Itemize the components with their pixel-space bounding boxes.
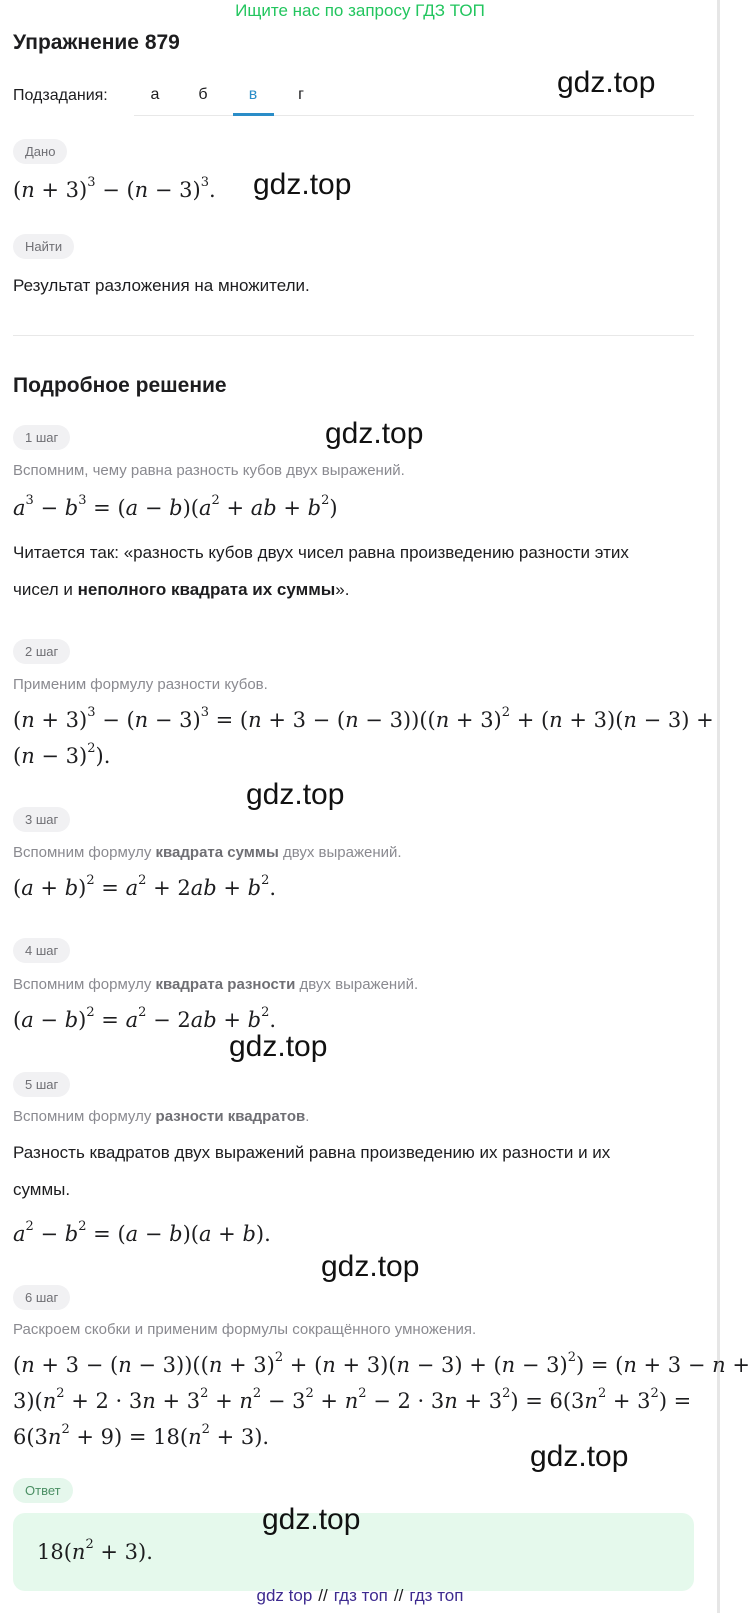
step-5-text-line1: Разность квадратов двух выражений равна произведению их разности и их [13,1143,611,1162]
step-2-formula-line2: $(n - 3)^2$). [13,741,111,768]
tabs-divider [134,115,694,116]
step-1-hint: Вспомним, чему равна разность кубов двух выражений. [13,462,405,479]
active-tab-indicator [233,113,274,116]
tab-v[interactable]: в [248,86,258,103]
step-4-formula: $(a - b)^2 = a^2 - 2ab + b^2$. [13,1005,277,1032]
watermark: gdz.top [557,66,656,99]
footer-separator: // [393,1586,404,1605]
watermark: gdz.top [262,1503,361,1536]
answer-formula: $18(n^2 + 3)$. [37,1537,153,1564]
step-2-formula-line1: $(n + 3)^3 - (n - 3)^3 = (n + 3 - (n - 3))((n + 3)^2 + (n + 3)(n - 3)$ + [13,705,714,732]
watermark: gdz.top [229,1030,328,1063]
step-1-text-line1: Читается так: «разность кубов двух чисел равна произведению разности этих [13,543,629,562]
page-title: Упражнение 879 [13,31,180,54]
footer-links [0,1586,720,1606]
tab-b[interactable]: б [198,86,208,103]
step-4-badge: 4 шаг [13,938,70,963]
step-6-formula-line2: $3)(n^2 + 2 \cdot 3n + 3^2 + n^2 - 3^2 + n^2 - 2 \cdot 3n + 3^2) = 6(3n^2 + 3^2)$ = [13,1386,692,1413]
top-banner: Ищите нас по запросу ГДЗ ТОП [235,1,485,20]
watermark: gdz.top [246,778,345,811]
solution-heading: Подробное решение [13,374,227,397]
step-5-badge: 5 шаг [13,1072,70,1097]
watermark: gdz.top [325,417,424,450]
find-text: Результат разложения на множители. [13,276,310,295]
given-formula: $(n + 3)^3 - (n - 3)^3$. [13,175,216,202]
step-1-badge: 1 шаг [13,425,70,450]
step-2-hint: Применим формулу разности кубов. [13,676,268,693]
step-3-badge: 3 шаг [13,807,70,832]
step-5-hint: Вспомним формулу разности квадратов. [13,1108,310,1125]
tab-a[interactable]: а [150,86,160,103]
step-1-formula: $a^3 - b^3 = (a - b)(a^2$ + ab + $b^2$) [13,493,338,520]
step-3-hint: Вспомним формулу квадрата суммы двух выражений. [13,844,402,861]
watermark: gdz.top [253,168,352,201]
tab-g[interactable]: г [298,86,304,103]
step-4-hint: Вспомним формулу квадрата разности двух выражений. [13,976,419,993]
step-6-formula-line3: $6(3n^2 + 9) = 18(n^2 + 3)$. [13,1422,270,1449]
footer-link-1[interactable]: gdz top [256,1586,313,1605]
step-1-text-line2: чисел и неполного квадрата их суммы». [13,580,350,599]
watermark: gdz.top [321,1250,420,1283]
footer-link-3[interactable]: гдз топ [409,1586,464,1605]
find-badge: Найти [13,234,74,259]
section-divider [13,335,694,336]
step-1-bold-term: неполного квадрата их суммы [77,580,336,599]
step-5-formula: $a^2 - b^2 = (a - b)(a + b)$. [13,1219,271,1246]
step-5-text-line2: суммы. [13,1180,71,1199]
given-badge: Дано [13,139,67,164]
subtasks-label: Подзадания: [13,87,108,104]
step-6-formula-line1: $(n + 3 - (n - 3))((n + 3)^2 + (n + 3)(n - 3) + (n - 3)^2) = (n + 3 - n$ + [13,1350,750,1377]
footer-link-2[interactable]: гдз топ [333,1586,388,1605]
watermark: gdz.top [530,1440,629,1473]
step-6-hint: Раскроем скобки и применим формулы сокращённого умножения. [13,1321,477,1338]
answer-badge: Ответ [13,1478,73,1503]
step-3-formula: $(a + b)^2 = a^2 + 2ab + b^2$. [13,873,277,900]
step-2-badge: 2 шаг [13,639,70,664]
footer-separator: // [318,1586,328,1605]
step-6-badge: 6 шаг [13,1285,70,1310]
